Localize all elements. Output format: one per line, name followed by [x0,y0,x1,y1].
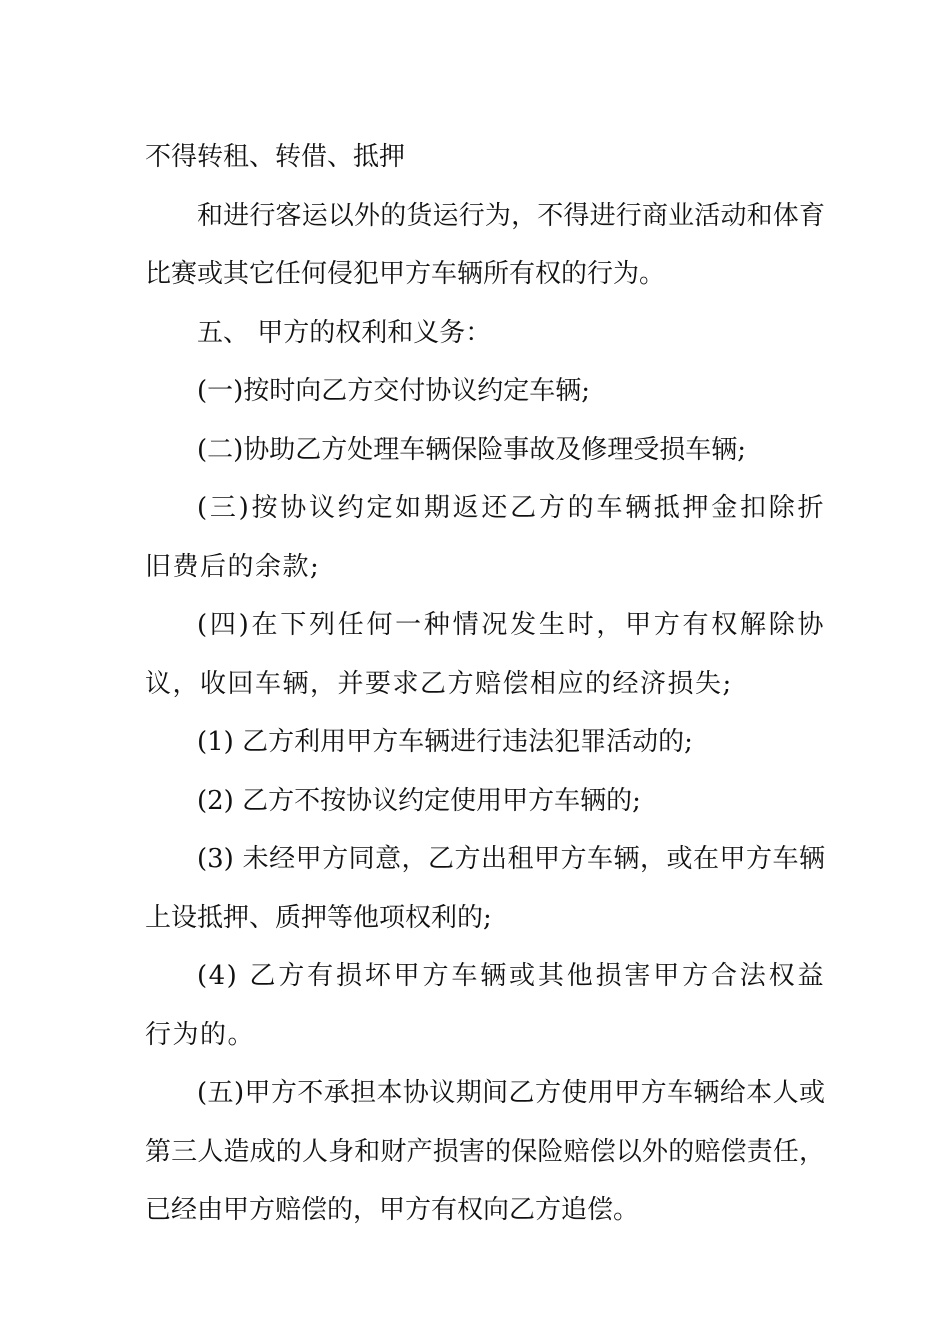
clause-2: (二)协助乙方处理车辆保险事故及修理受损车辆; [197,434,747,465]
clause-4: (四)在下列任何一种情况发生时，甲方有权解除协议，收回车辆，并要求乙方赔偿相应的经济损失; [145,610,825,699]
sub-clause-4: (4) 乙方有损坏甲方车辆或其他损害甲方合法权益行为的。 [145,961,825,1050]
clause-3: (三)按协议约定如期返还乙方的车辆抵押金扣除折旧费后的余款; [145,493,825,582]
sub-clause-3: (3) 未经甲方同意，乙方出租甲方车辆，或在甲方车辆上设抵押、质押等他项权利的; [145,844,825,933]
section-heading-party-a-rights: 五、 甲方的权利和义务： [197,317,492,348]
paragraph-continuation: 不得转租、转借、抵押 [145,142,406,172]
paragraph-freight-restriction: 和进行客运以外的货运行为，不得进行商业活动和体育比赛或其它任何侵犯甲方车辆所有权的行为。 [145,200,825,289]
clause-5: (五)甲方不承担本协议期间乙方使用甲方车辆给本人或第三人造成的人身和财产损害的保险赔偿以外的赔偿责任，已经由甲方赔偿的，甲方有权向乙方追偿。 [145,1078,825,1225]
sub-clause-2: (2) 乙方不按协议约定使用甲方车辆的; [197,785,641,816]
document-body [145,128,825,1240]
clause-1: (一)按时向乙方交付协议约定车辆; [197,376,591,406]
sub-clause-1: (1) 乙方利用甲方车辆进行违法犯罪活动的; [197,727,693,757]
